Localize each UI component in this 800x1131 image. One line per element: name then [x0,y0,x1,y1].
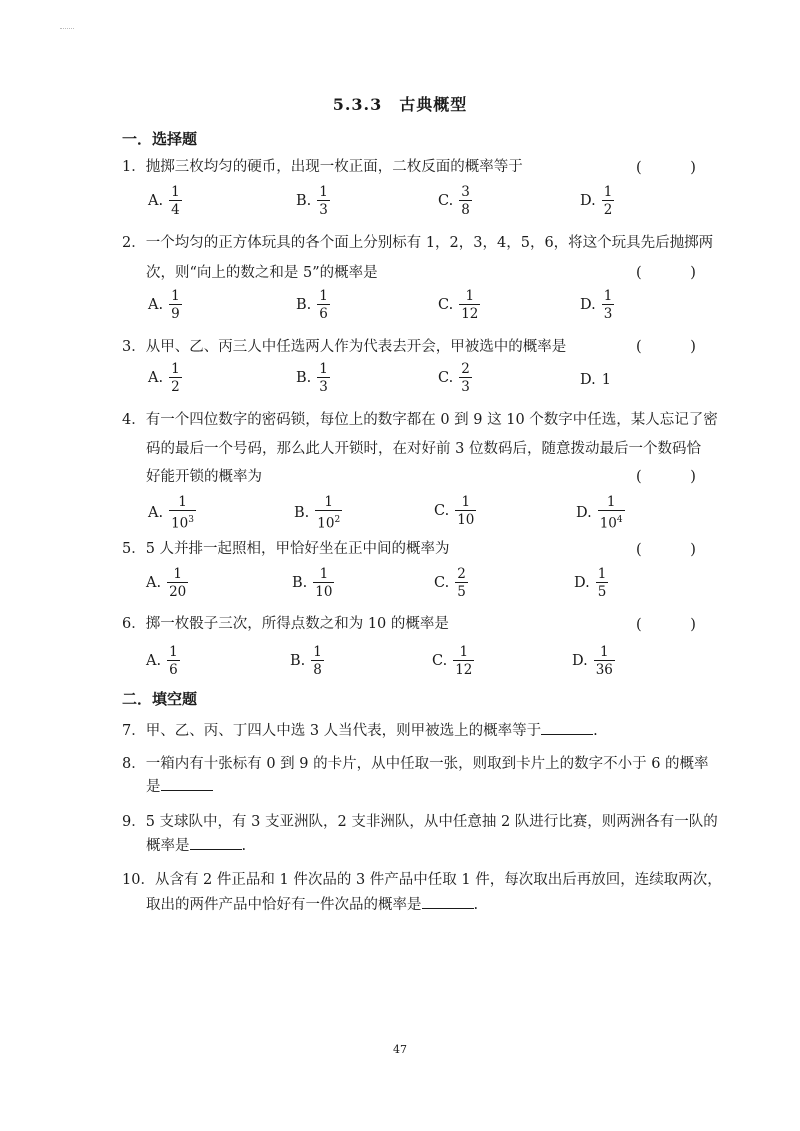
page-number: 47 [393,1043,407,1056]
question-3-text: 3．从甲、乙、丙三人中任选两人作为代表去开会，甲被选中的概率是 [122,339,567,355]
answer-blank [190,835,242,851]
scan-speck [60,28,74,32]
option-b: B. $\frac{1}{3}$ [296,184,328,218]
option-c: C. $\frac{1}{12}$ [438,288,479,322]
question-5-text: 5．5 人并排一起照相，甲恰好坐在正中间的概率为 [122,541,450,557]
option-c: C. $\frac{2}{5}$ [434,566,466,600]
fraction: $\frac{1}{12}$ [461,288,479,322]
fraction: $\frac{1}{3}$ [319,184,328,218]
fraction: $\frac{1}{12}$ [455,644,473,678]
question-8-line-2: 是 [146,775,213,796]
option-d: D. $\frac{1}{5}$ [574,566,607,600]
question-4-line-3: 好能开锁的概率为 [146,469,262,485]
fraction: $\frac{2}{3}$ [461,361,470,395]
answer-paren: ( ) [636,542,718,558]
answer-paren: ( ) [636,339,718,355]
option-d: D. 1 [580,372,611,388]
option-d: D. $\frac{1}{3}$ [580,288,613,322]
option-a: A. $\frac{1}{4}$ [148,184,180,218]
answer-paren: ( ) [636,469,718,485]
question-10-line-1: 10．从含有 2 件正品和 1 件次品的 3 件产品中任取 1 件，每次取出后再放回，连续取两次， [122,872,722,888]
option-b: B. $\frac{1}{10^2}$ [294,494,341,532]
question-1-text: 1．抛掷三枚均匀的硬币，出现一枚正面，二枚反面的概率等于 [122,159,523,175]
question-2-line-1: 2．一个均匀的正方体玩具的各个面上分别标有 1，2，3，4，5，6，将这个玩具先后抛掷两 [122,235,714,251]
option-b: B. $\frac{1}{6}$ [296,288,328,322]
option-c: C. $\frac{1}{12}$ [432,644,473,678]
answer-paren: ( ) [636,160,718,176]
section-fill-heading: 二．填空题 [122,690,198,708]
fraction: $\frac{1}{2}$ [171,361,180,395]
option-b: B. $\frac{1}{8}$ [290,644,322,678]
option-a: A. $\frac{1}{6}$ [146,644,178,678]
option-a: A. $\frac{1}{2}$ [148,361,180,395]
page-title: 5.3.3 古典概型 [332,95,468,114]
answer-blank [161,776,213,792]
question-4-line-1: 4．有一个四位数字的密码锁，每位上的数字都在 0 到 9 这 10 个数字中任选，某人忘记了密 [122,412,718,428]
fraction: $\frac{1}{6}$ [169,644,178,678]
answer-paren: ( ) [636,617,718,633]
answer-blank [422,894,474,910]
option-d: D. $\frac{1}{36}$ [572,644,613,678]
fraction: $\frac{1}{10}$ [315,566,333,600]
question-2-line-2: 次，则“向上的数之和是 5”的概率是 [146,265,378,281]
fraction: $\frac{1}{5}$ [597,566,607,600]
fraction: $\frac{1}{8}$ [313,644,322,678]
option-b: B. $\frac{1}{10}$ [292,566,333,600]
fraction: $\frac{1}{10}$ [457,494,475,528]
option-c: C. $\frac{1}{10}$ [434,494,475,528]
fraction: $\frac{1}{36}$ [595,644,613,678]
fraction: $\frac{1}{4}$ [171,184,180,218]
question-7: 7．甲、乙、丙、丁四人中选 3 人当代表，则甲被选上的概率等于 . [122,719,598,740]
option-a: A. $\frac{1}{10^3}$ [148,494,195,532]
fraction: $\frac{2}{5}$ [457,566,466,600]
question-8-line-1: 8．一箱内有十张标有 0 到 9 的卡片，从中任取一张，则取到卡片上的数字不小于 6 的概率 [122,756,709,772]
question-10-line-2: 取出的两件产品中恰好有一件次品的概率是 . [146,893,478,914]
fraction: $\frac{1}{9}$ [171,288,180,322]
fraction: $\frac{1}{3}$ [603,288,613,322]
fraction: $\frac{1}{6}$ [319,288,328,322]
fraction: $\frac{3}{8}$ [461,184,470,218]
fraction: $\frac{1}{10^4}$ [599,494,623,532]
option-c: C. $\frac{2}{3}$ [438,361,470,395]
question-6-text: 6．掷一枚骰子三次，所得点数之和为 10 的概率是 [122,616,449,632]
option-a: A. $\frac{1}{9}$ [148,288,180,322]
section-choice-heading: 一．选择题 [122,130,198,148]
option-b: B. $\frac{1}{3}$ [296,361,328,395]
answer-paren: ( ) [636,265,718,281]
option-a: A. $\frac{1}{20}$ [146,566,187,600]
option-d: D. $\frac{1}{10^4}$ [576,494,623,532]
answer-blank [541,720,593,736]
question-9-line-1: 9．5 支球队中，有 3 支亚洲队，2 支非洲队，从中任意抽 2 队进行比赛，则两洲各有一队的 [122,814,718,830]
fraction: $\frac{1}{10^2}$ [317,494,341,532]
fraction: $\frac{1}{2}$ [603,184,613,218]
fraction: $\frac{1}{3}$ [319,361,328,395]
fraction: $\frac{1}{10^3}$ [171,494,195,532]
question-4-line-2: 码的最后一个号码，那么此人开锁时，在对好前 3 位数码后，随意拨动最后一个数码恰 [146,441,701,457]
option-d: D. $\frac{1}{2}$ [580,184,613,218]
fraction: $\frac{1}{20}$ [169,566,187,600]
question-9-line-2: 概率是 . [146,834,246,855]
option-c: C. $\frac{3}{8}$ [438,184,470,218]
